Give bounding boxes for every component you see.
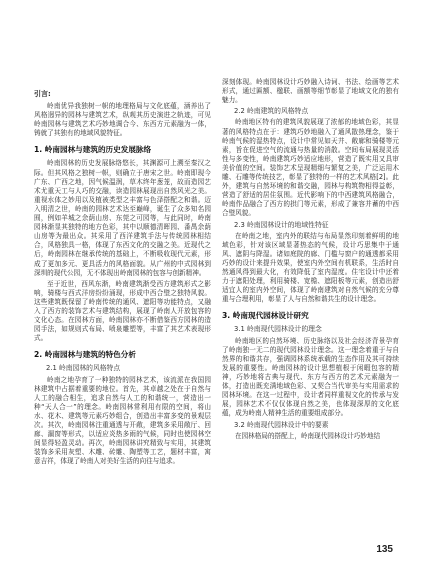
subsection-heading-3-1: 3.1 岭南现代园林设计的理念 (234, 325, 322, 334)
subsection-heading-3-2: 3.2 岭南现代园林设计中的要素 (234, 420, 329, 429)
body-paragraph: 岭南园林的历史发展脉络悠长，其渊源可上溯至秦汉之际。但其风格之独树一帜，则确立于唐宋之世。岭南即现今广东、广西之地，因气候温润，草木终年葱茏，故而造园艺术尤重天工与人巧的交融，读造园林展现出自然风光之美。重视水体之妙用以及植被类型之丰富与色泽搭配之和谐。迈入明清之世，岭南的园林艺术达至巅峰，诞生了众多知名园囿，例如羊城之余荫山房、东莞之可园等，与此同时，岭南园林渐显其独特的地方色彩，其中以顺德清晖园、番禺余荫山房等为最出众。其采用了西洋建筑手法与传统园林相结合，风格独具一格，体现了东西文化的交融之美。近现代之后，岭南园林在继承传统的基础上，不断吸收现代元素，形成了更加多元、更具活力的风格面貌。从广州的中式园林到深圳的现代公园，无不体现出岭南园林的包容与创新精神。 (34, 159, 211, 277)
section-heading-3: 3. 岭南现代园林设计研究 (222, 311, 309, 321)
section-heading-2: 2. 岭南园林与建筑的特色分析 (34, 350, 136, 360)
subsection-heading-2-1: 2.1 岭南园林的风格特点 (46, 364, 121, 373)
body-paragraph: 至于近世，西风东渐，岭南建筑渐受西方建筑形式之影响，骑楼与西式洋房纷纷涌现，形成中西合璧之独特风貌。这些建筑既保留了岭南传统的通风、遮阳等功能特点，又融入了西方的装饰艺术与建筑结构，展现了岭南人开放包容的文化心态。在园林方面，岭南园林亦不断借鉴西方园林的造园手法，如规则式布局、喷泉雕塑等，丰富了其艺术表现形式。 (34, 279, 211, 343)
body-paragraph: 深刻体现。岭南园林设计巧妙融入诗词、书法、绘画等艺术形式，通过匾额、楹联、画额等细节彰显了地域文化的独有魅力。 (222, 78, 399, 105)
body-paragraph: 在岭南之地，室内外的联结与布局显然印刻着鲜明的地域色彩，针对该区域显著热态的气候，设计巧思集中于通风、遮阴与降湿。诸如庭院的廊、门槛与窗户的通透都采用巧妙的设计来提升效果，使室内外空间有机联系，生活时自然通风得到最大化，有效降低了室内湿度。住宅设计中还着力于遮阳处理，利用骑楼、宽檐、遮阳板等元素，创造出舒适宜人的室内外空间，体现了岭南建筑对自然气候的充分尊重与合理利用，彰显了人与自然和谐共生的设计理念。 (222, 231, 399, 304)
page-number: 135 (376, 544, 393, 555)
body-paragraph: 岭南之地孕育了一种独特的园林艺术，该流派在我国园林建筑中占据着重要的地位。首先，其卓越之处在于自然与人工的融合相生，追求自然与人工的和谐统一，营造出一种“天人合一”的理念。岭南园林常利用有限的空间，将山水、花木、建筑等元素巧妙组合，创造出丰富多变的景观层次。其次，岭南园林注重通透与开敞，建筑多采用敞厅、回廊、漏窗等形式，以适应炎热多雨的气候，同时也使园林空间显得轻盈灵动。再次，岭南园林讲究精致与实用，其建筑装饰多采用灰塑、木雕、砖雕、陶塑等工艺，题材丰富，寓意吉祥，体现了岭南人对美好生活的向往与追求。 (34, 375, 211, 466)
body-paragraph: 岭南地区的自然环境、历史脉络以及社会经济背景孕育了岭南独一无二的现代园林设计理念。这一理念着重于与自然界的和谐共存，强调园林系统承载的生态作用及其可持续发展的重要性。岭南园林的设计思想植根于闲暇包容的精神，巧妙地将古典与现代、东方与西方的艺术元素融为一体，打造出既充满地域色彩、又契合当代审美与实用需求的园林环境。在这一过程中，设计者同样重视文化的传承与发展，园林艺术不仅仅体现自然之美，也体现深厚的文化底蕴，成为岭南人精神生活的重要组成部分。 (222, 336, 399, 418)
body-paragraph: 岭南地区特有的建筑风貌展现了浓郁的地域色彩，其显著的风格特点在于：建筑巧妙地融入了通风散热理念，鉴于岭南气候的湿热特点，设计中常见如天井、敞廊和骑楼等元素，旨在促进空气的流通与热量的消散。空间布局展现灵活性与多变性，岭南建筑巧妙适应地形，营造了既实用又具审美价值的空间。装饰艺术呈现精细与繁复之美，广泛运用木雕、石雕等传统技艺，彰显了独特的一样的艺术风格[2]。此外，建筑与自然环境的和谐交融，园林与构筑物相得益彰，营造了舒适的居住氛围。近代影响下的中西建筑风格融合，岭南作品融合了西方的拱门等元素，形成了兼容并蓄的中西合璧风貌。 (222, 118, 399, 218)
subsection-heading-2-2: 2.2 岭南建筑的风格特点 (234, 107, 309, 116)
body-paragraph: 在园林格局的搭配上，岭南现代园林设计巧妙地结 (235, 431, 381, 440)
right-column (222, 78, 399, 443)
intro-paragraph: 岭南优异我独树一帜的地理格局与文化底蕴，涵养出了风格迥异的园林与建筑艺术，纵观其历史演进之轨迹，可见岭南园林与建筑艺术巧妙地调合今、东西方元素融为一体，铸就了其独有的地域风貌特征。 (34, 102, 211, 138)
subsection-heading-2-3: 2.3 岭南园林设计的地域性特征 (234, 220, 329, 229)
section-heading-1: 1. 岭南园林与建筑的历史发展脉络 (34, 145, 152, 155)
left-column (34, 90, 211, 468)
intro-label: 引言: (34, 90, 51, 98)
